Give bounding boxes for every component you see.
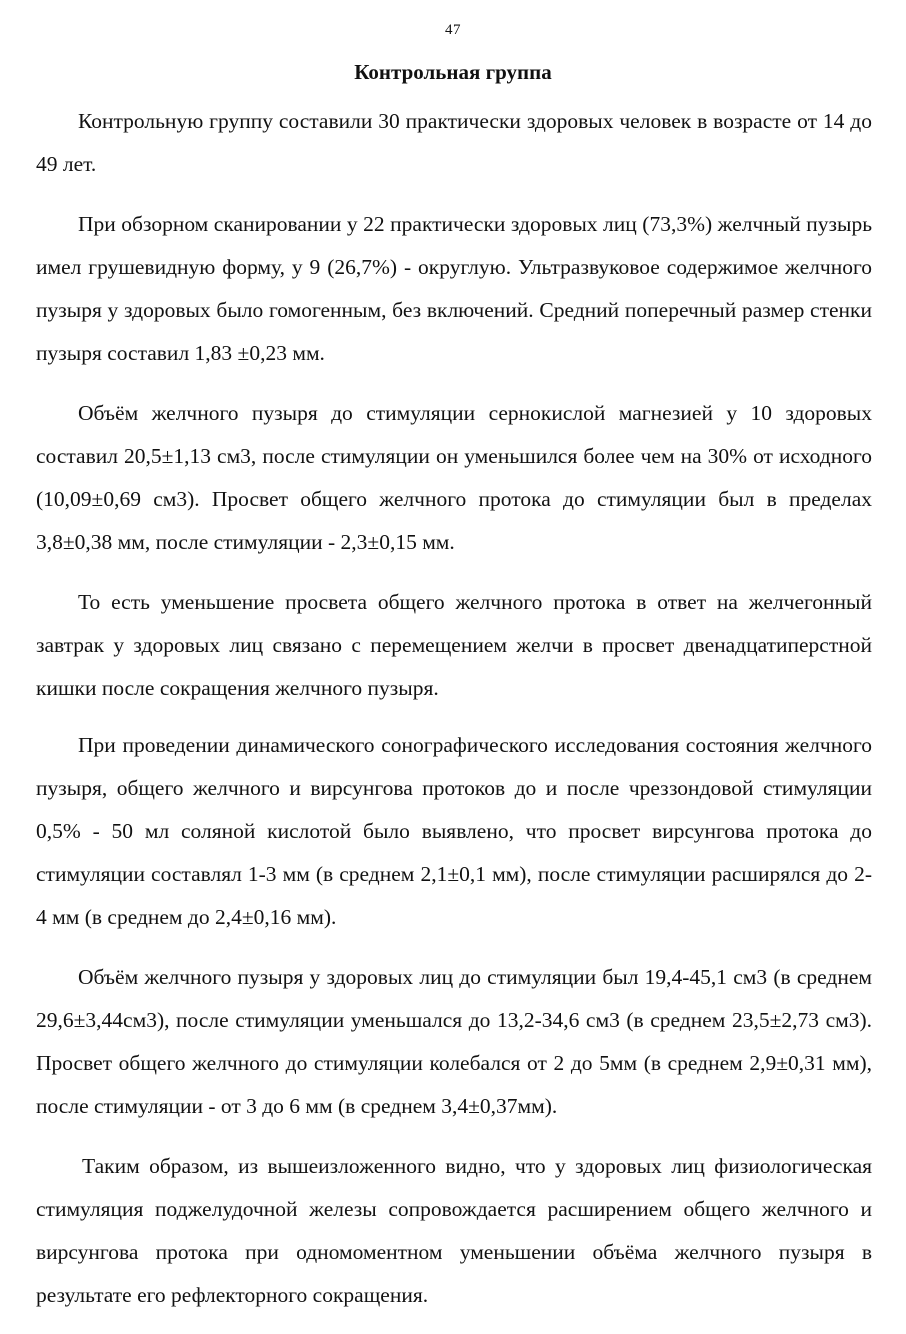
page-number: 47	[445, 22, 461, 38]
document-body	[36, 100, 872, 1334]
paragraph-gallbladder-volume-magnesia: Объём желчного пузыря до стимуляции сернокислой магнезией у 10 здоровых составил 20,5±1,13 см3, после стимуляции он уменьшился более чем на 30% от исходного (10,09±0,69 см3). Просвет общего желчного протока до стимуляции был в пределах 3,8±0,38 мм, после стимуляции - 2,3±0,15 мм.	[36, 401, 872, 554]
section-heading: Контрольная группа	[354, 60, 552, 84]
paragraph-duct-lumen-reduction: То есть уменьшение просвета общего желчного протока в ответ на желчегонный завтрак у здоровых лиц связано с перемещением желчи в просвет двенадцатиперстной кишки после сокращения желчного пузыря.	[36, 590, 872, 700]
paragraph-dynamic-sonography: При проведении динамического сонографического исследования состояния желчного пузыря, общего желчного и вирсунгова протоков до и после чреззондовой стимуляции 0,5% - 50 мл соляной кислотой было выявлено, что просвет вирсунгова протока до стимуляции составлял 1-3 мм (в среднем 2,1±0,1 мм), после стимуляции расширялся до 2-4 мм (в среднем до 2,4±0,16 мм).	[36, 733, 872, 929]
paragraph-conclusion: Таким образом, из вышеизложенного видно, что у здоровых лиц физиологическая стимуляция поджелудочной железы сопровождается расширением общего желчного и вирсунгова протока при одномоментном уменьшении объёма желчного пузыря в результате его рефлекторного сокращения.	[36, 1154, 872, 1307]
paragraph-overview-scan: При обзорном сканировании у 22 практически здоровых лиц (73,3%) желчный пузырь имел грушевидную форму, у 9 (26,7%) - округлую. Ультразвуковое содержимое желчного пузыря у здоровых было гомогенным, без включений. Средний поперечный размер стенки пузыря составил 1,83 ±0,23 мм.	[36, 212, 872, 365]
paragraph-gallbladder-volume-ranges: Объём желчного пузыря у здоровых лиц до стимуляции был 19,4-45,1 см3 (в среднем 29,6±3,44см3), после стимуляции уменьшался до 13,2-34,6 см3 (в среднем 23,5±2,73 см3). Просвет общего желчного до стимуляции колебался от 2 до 5мм (в среднем 2,9±0,31 мм), после стимуляции - от 3 до 6 мм (в среднем 3,4±0,37мм).	[36, 965, 872, 1118]
paragraph-control-group-composition: Контрольную группу составили 30 практически здоровых человек в возрасте от 14 до 49 лет.	[36, 109, 872, 176]
